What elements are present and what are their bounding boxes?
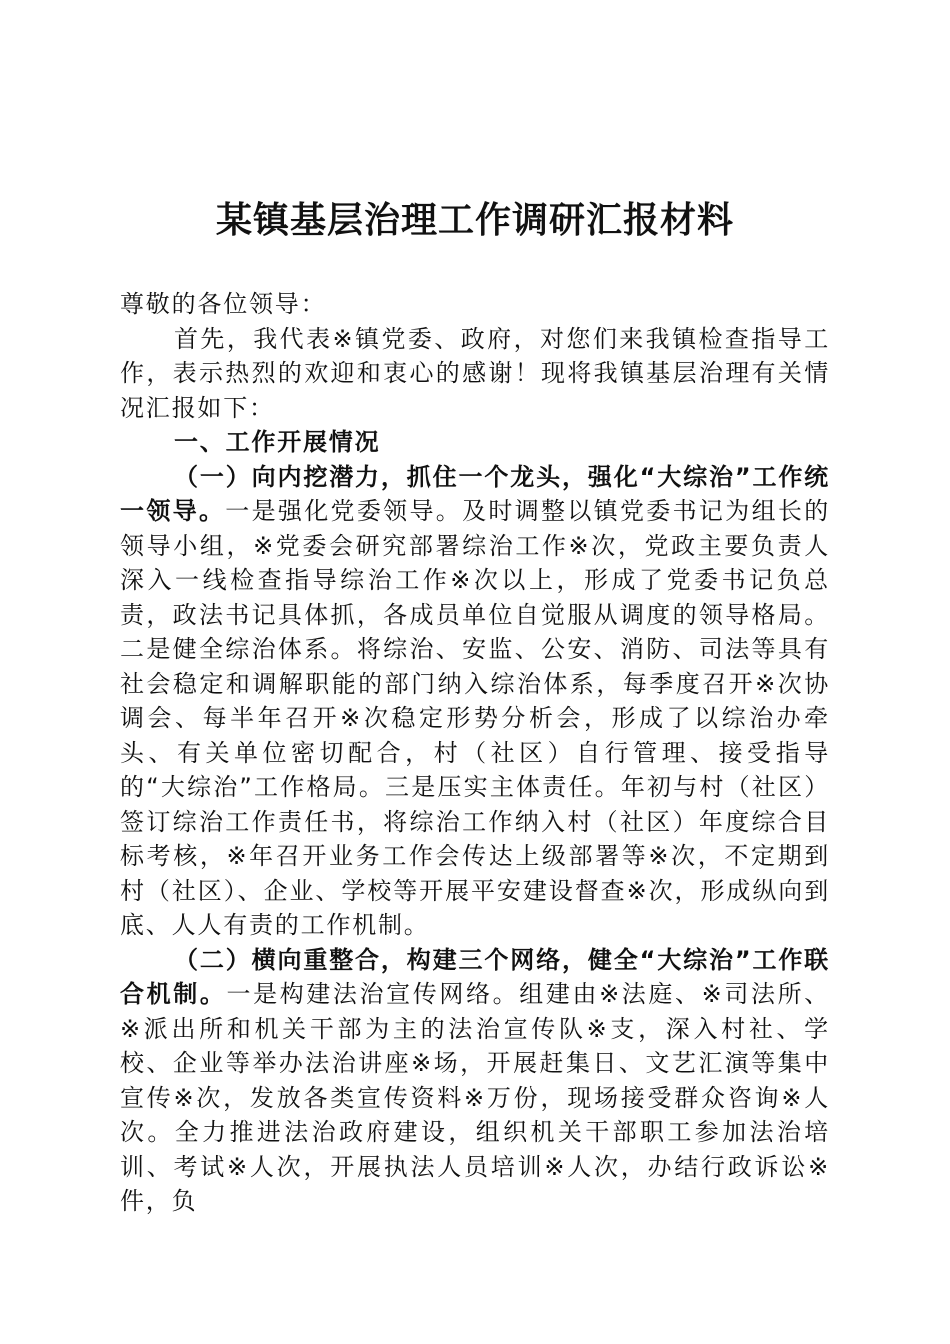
paragraph-2-lead: （二）横向重整合，构建三个网络，健全“大综治”工作联合机制。: [120, 945, 830, 1008]
salutation: 尊敬的各位领导：: [120, 290, 327, 318]
document-body: [120, 287, 830, 1219]
opening-paragraph: 首先，我代表※镇党委、政府，对您们来我镇检查指导工作，表示热烈的欢迎和衷心的感谢！现将我镇基层治理有关情况汇报如下：: [120, 324, 830, 422]
section-heading: 一、工作开展情况: [174, 428, 381, 456]
paragraph-2: [120, 943, 830, 1219]
paragraph-2-body: 一是构建法治宣传网络。组建由※法庭、※司法所、※派出所和机关干部为主的法治宣传队※支，深入村社、学校、企业等举办法治讲座※场，开展赶集日、文艺汇演等集中宣传※次，发放各类宣传资料※万份，现场接受群众咨询※人次。全力推进法治政府建设，组织机关干部职工参加法治培训、考试※人次，开展执法人员培训※人次，办结行政诉讼※件，负: [120, 980, 831, 1215]
paragraph-1-lead: （一）向内挖潜力，抓住一个龙头，强化“大综治”工作统一领导。: [120, 462, 830, 525]
document-title: 某镇基层治理工作调研汇报材料: [215, 199, 734, 241]
paragraph-1: [120, 460, 830, 943]
paragraph-1-body: 一是强化党委领导。及时调整以镇党委书记为组长的领导小组，※党委会研究部署综治工作※次，党政主要负责人深入一线检查指导综治工作※次以上，形成了党委书记负总责，政法书记具体抓，各成员单位自觉服从调度的领导格局。二是健全综治体系。将综治、安监、公安、消防、司法等具有社会稳定和调解职能的部门纳入综治体系，每季度召开※次协调会、每半年召开※次稳定形势分析会，形成了以综治办牵头、有关单位密切配合，村（社区）自行管理、接受指导的“大综治”工作格局。三是压实主体责任。年初与村（社区）签订综治工作责任书，将综治工作纳入村（社区）年度综合目标考核，※年召开业务工作会传达上级部署等※次，不定期到村（社区）、企业、学校等开展平安建设督查※次，形成纵向到底、人人有责的工作机制。: [120, 497, 830, 939]
